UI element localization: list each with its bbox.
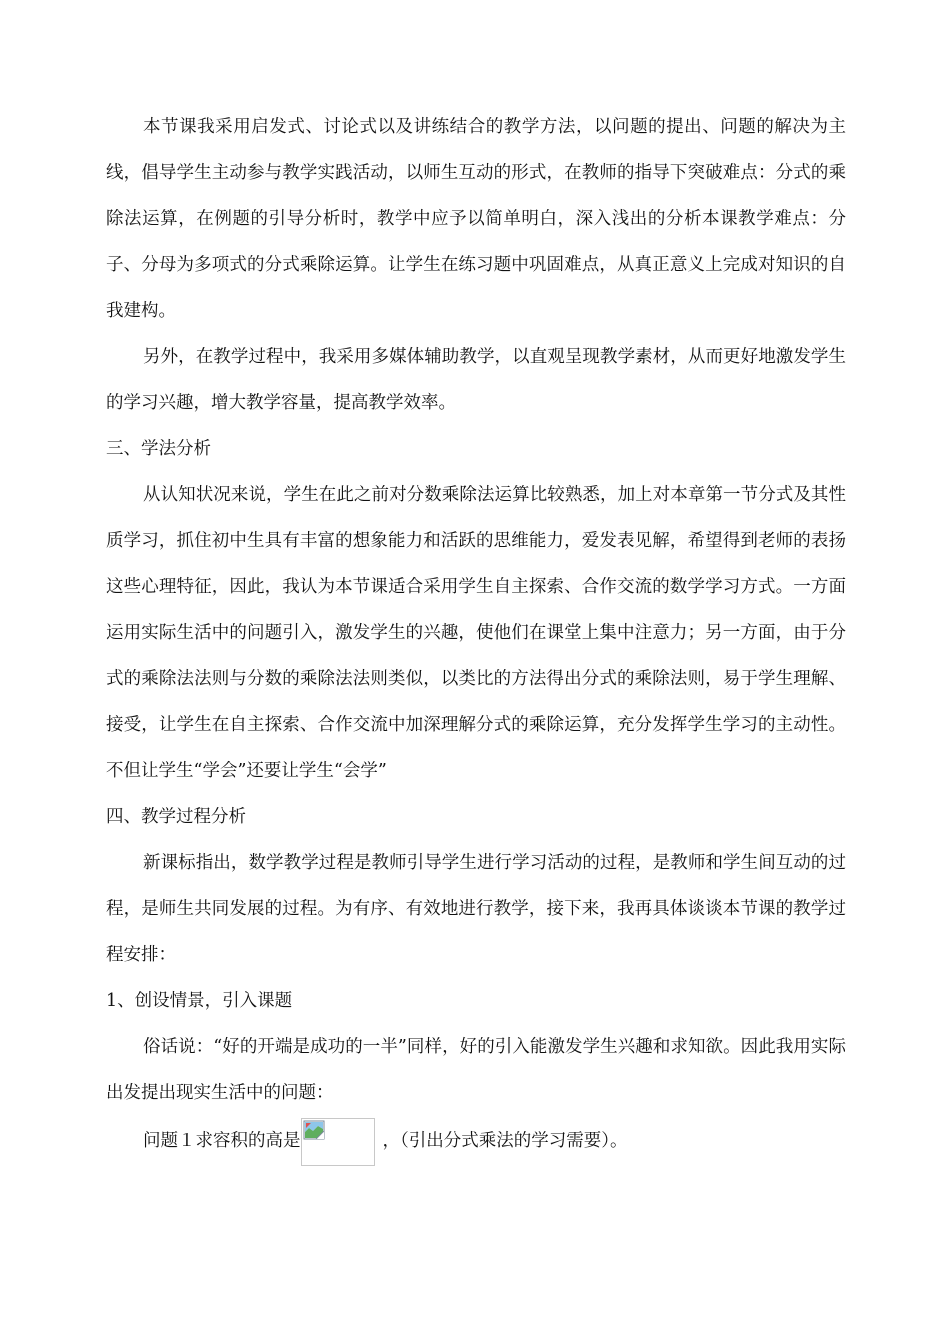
section-heading-teaching-process: 四、教学过程分析 (106, 807, 246, 827)
document-body (106, 104, 846, 1178)
paragraph-multimedia: 另外，在教学过程中，我采用多媒体辅助教学，以直观呈现教学素材，从而更好地激发学生的学习兴趣，增大教学容量，提高教学效率。 (106, 347, 846, 413)
problem-1-prefix: 问题１求容积的高是 (143, 1131, 301, 1151)
paragraph-learning-analysis: 从认知状况来说，学生在此之前对分数乘除法运算比较熟悉，加上对本章第一节分式及其性质学习，抓住初中生具有丰富的想象能力和活跃的思维能力，爱发表见解，希望得到老师的表扬这些心理特征，因此，我认为本节课适合采用学生自主探索、合作交流的数学学习方式。一方面运用实际生活中的问题引入，激发学生的兴趣，使他们在课堂上集中注意力；另一方面，由于分式的乘除法法则与分数的乘除法法则类似，以类比的方法得出分式的乘除法则，易于学生理解、接受，让学生在自主探索、合作交流中加深理解分式的乘除运算，充分发挥学生学习的主动性。不但让学生“学会”还要让学生“会学” (106, 485, 846, 781)
problem-1-suffix: ，（引出分式乘法的学习需要）。 (382, 1131, 628, 1151)
broken-image-icon (303, 1120, 325, 1140)
paragraph-curriculum: 新课标指出，数学教学过程是教师引导学生进行学习活动的过程，是教师和学生间互动的过程，是师生共同发展的过程。为有序、有效地进行教学，接下来，我再具体谈谈本节课的教学过程安排： (106, 853, 846, 965)
section-heading-learning-method: 三、学法分析 (106, 439, 211, 459)
paragraph-teaching-method: 本节课我采用启发式、讨论式以及讲练结合的教学方法，以问题的提出、问题的解决为主线，倡导学生主动参与教学实践活动，以师生互动的形式，在教师的指导下突破难点：分式的乘除法运算，在例题的引导分析时，教学中应予以简单明白，深入浅出的分析本课教学难点：分子、分母为多项式的分式乘除运算。让学生在练习题中巩固难点，从真正意义上完成对知识的自我建构。 (106, 117, 846, 321)
formula-image-placeholder (301, 1118, 375, 1166)
problem-1-line (106, 1118, 846, 1178)
subsection-heading-intro: 1、创设情景，引入课题 (106, 991, 293, 1011)
paragraph-proverb: 俗话说：“好的开端是成功的一半”同样，好的引入能激发学生兴趣和求知欲。因此我用实际出发提出现实生活中的问题： (106, 1037, 846, 1103)
